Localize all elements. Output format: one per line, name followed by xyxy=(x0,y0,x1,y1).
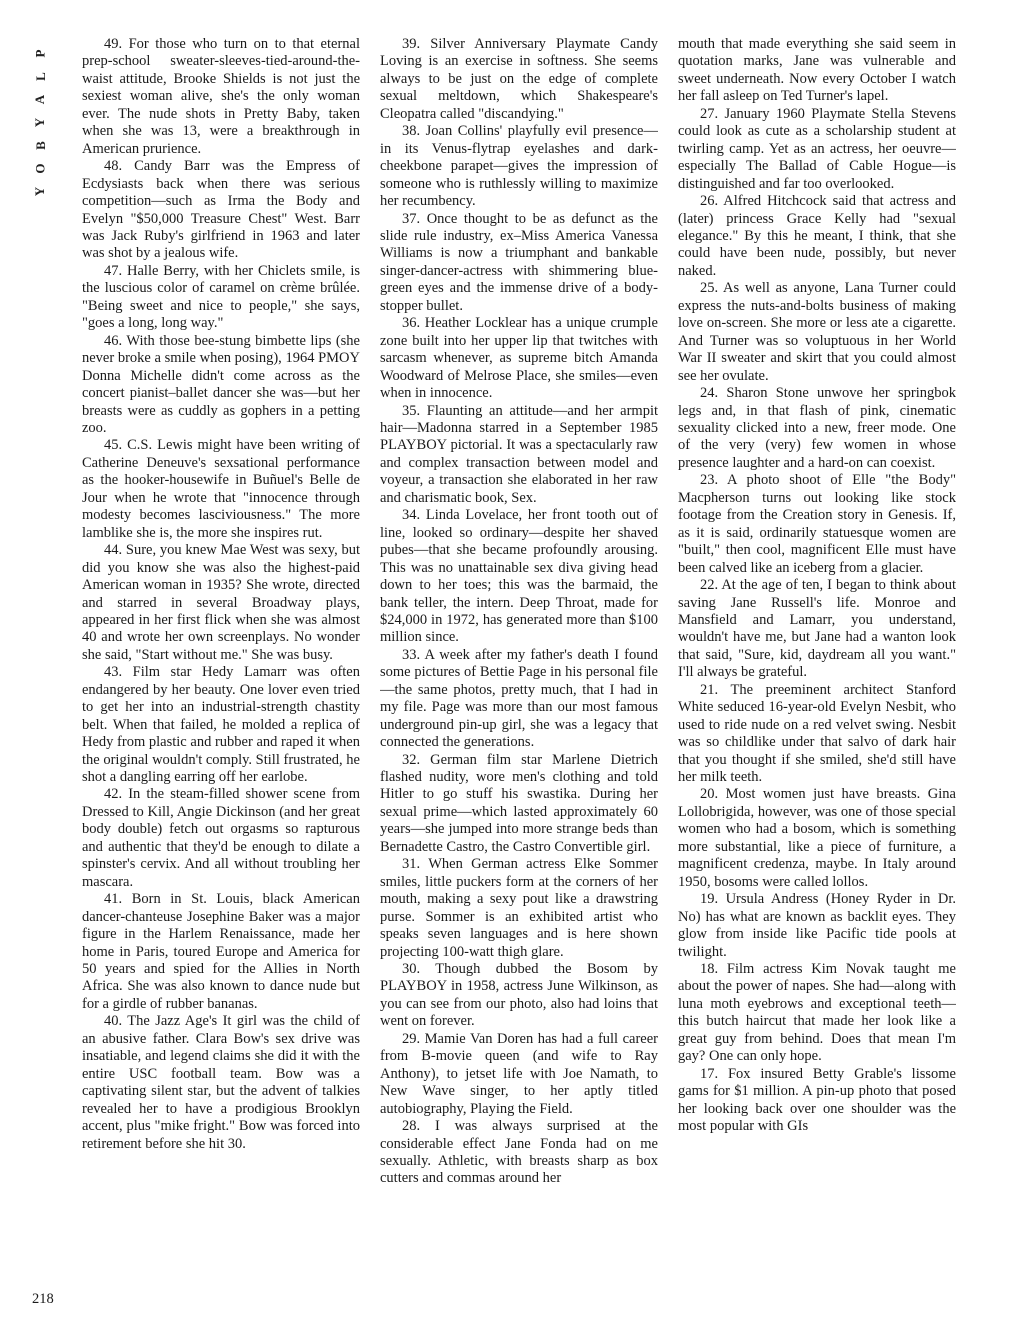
entry-paragraph: 28. I was always surprised at the considerable effect Jane Fonda had on me sexually. Athletic, with breasts sharp as box cutters and commas around her xyxy=(380,1118,658,1187)
page-number: 218 xyxy=(32,1291,54,1307)
entry-paragraph: mouth that made everything she said seem in quotation marks, Jane was vulnerable and sweet underneath. Now every October I watch her fall asleep on Ted Turner's lapel. xyxy=(678,36,956,105)
entry-paragraph: 24. Sharon Stone unwove her springbok legs and, in that flash of pink, cinematic sexuality clicked into a new, freer mode. One of the very (very) few women in whose presence laughter and a hard-on can coexist. xyxy=(678,385,956,471)
entry-paragraph: 18. Film actress Kim Novak taught me about the power of napes. She had—along with luna moth eyebrows and exceptional teeth—this butch haircut that made her look like a great guy from behind. Does that mean I'm gay? One can only hope. xyxy=(678,961,956,1065)
entry-paragraph: 35. Flaunting an attitude—and her armpit hair—Madonna starred in a September 1985 PLAYBOY pictorial. It was a spectacularly raw and complex transaction between model and voyeur, a transaction she elaborated in her raw and charismatic book, Sex. xyxy=(380,402,658,506)
entry-paragraph: 22. At the age of ten, I began to think about saving Jane Russell's life. Monroe and Mansfield and Lamarr, you understand, wouldn't have me, but Jane had a wanton look that said, "Sure, kid, daydream all you want." I'll always be grateful. xyxy=(678,577,956,681)
entry-paragraph: 46. With those bee-stung bimbette lips (she never broke a smile when posing), 1964 PMOY Donna Michelle didn't come across as the concert pianist–ballet dancer she was—but her breasts were as cuddly as gophers in a petting zoo. xyxy=(82,332,360,436)
entry-paragraph: 45. C.S. Lewis might have been writing of Catherine Deneuve's sexsational performance as the hooker-housewife in Buñuel's Belle de Jour when he wrote that "innocence through modesty becomes lasciviousness." The more lamblike she is, the more she inspires rut. xyxy=(82,437,360,541)
entry-paragraph: 25. As well as anyone, Lana Turner could express the nuts-and-bolts business of making love on-screen. She more or less ate a cigarette. And Turner was so voluptuous in her World War II sweater and skirt that you could almost see her ovulate. xyxy=(678,280,956,384)
text-column-2 xyxy=(380,36,658,1286)
entry-paragraph: 32. German film star Marlene Dietrich flashed nudity, wore men's clothing and told Hitler to go stuff his swastika. During her sexual prime—which lasted approximately 60 years—she jumped into more strange beds than Bernadette Castro, the Castro Convertible girl. xyxy=(380,751,658,855)
entry-paragraph: 17. Fox insured Betty Grable's lissome gams for $1 million. A pin-up photo that posed her looking back over one shoulder was the most popular with GIs xyxy=(678,1065,956,1135)
entry-paragraph: 48. Candy Barr was the Empress of Ecdysiasts back when there was serious competition—such as Irma the Body and Evelyn "$50,000 Treasure Chest" West. Barr was Jack Ruby's girlfriend in 1963 and later was shot by a jealous wife. xyxy=(82,158,360,262)
entry-paragraph: 40. The Jazz Age's It girl was the child of an abusive father. Clara Bow's sex drive was insatiable, and legend claims she did it with the entire USC football team. Bow was a captivating silent star, but the advent of talkies revealed her to have a prodigious Brooklyn accent, plus "mike fright." Bow was forced into retirement before she hit 30. xyxy=(82,1013,360,1152)
entry-paragraph: 39. Silver Anniversary Playmate Candy Loving is an exercise in softness. She seems always to be just on the edge of complete sexual meltdown, which Shakespeare's Cleopatra called "discandying." xyxy=(380,36,658,122)
text-column-1 xyxy=(82,36,360,1286)
playboy-masthead: P L A Y B O Y xyxy=(32,49,48,197)
entry-paragraph: 44. Sure, you knew Mae West was sexy, but did you know she was also the highest-paid American woman in 1935? She wrote, directed and starred in several Broadway plays, appeared in her first flick when she was almost 40 and wrote her own screenplays. No wonder she said, "Start without me." She was busy. xyxy=(82,542,360,663)
entry-paragraph: 20. Most women just have breasts. Gina Lollobrigida, however, was one of those special women who had a bosom, which is something more substantial, like a piece of furniture, a magnificent credenza, maybe. In Italy around 1950, bosoms were called lollos. xyxy=(678,786,956,890)
entry-paragraph: 31. When German actress Elke Sommer smiles, little puckers form at the corners of her mouth, making a sexy pout like a drawstring purse. Sommer is an exhibited artist who speaks seven languages and is here shown projecting 100-watt thigh glare. xyxy=(380,856,658,960)
entry-paragraph: 19. Ursula Andress (Honey Ryder in Dr. No) has what are known as backlit eyes. They glow from inside like Pacific tide pools at twilight. xyxy=(678,891,956,960)
entry-paragraph: 33. A week after my father's death I found some pictures of Bettie Page in his personal file—the same photos, pretty much, that I had in my file. Page was more than our most famous underground pin-up girl, she was a legacy that connected the generations. xyxy=(380,646,658,751)
entry-paragraph: 21. The preeminent architect Stanford White seduced 16-year-old Evelyn Nesbit, who used to ride nude on a red velvet swing. Nesbit was so childlike under that salvo of dark hair that you thought if she smiled, she'd still have her milk teeth. xyxy=(678,681,956,786)
entry-paragraph: 29. Mamie Van Doren has had a full career from B-movie queen (and wife to Ray Anthony), to jetset life with Joe Namath, to New Wave singer, to her aptly titled autobiography, Playing the Field. xyxy=(380,1030,658,1117)
entry-paragraph: 23. A photo shoot of Elle "the Body" Macpherson turns out looking like stock footage from the Creation story in Genesis. If, as it is said, ordinarily statuesque women are "built," then cool, magnificent Elle must have been calved like an iceberg from a glacier. xyxy=(678,472,956,576)
entry-paragraph: 36. Heather Locklear has a unique crumple zone built into her upper lip that twitches with sarcasm whenever, as supreme bitch Amanda Woodward of Melrose Place, she smiles—even when in innocence. xyxy=(380,315,658,402)
entry-paragraph: 43. Film star Hedy Lamarr was often endangered by her beauty. One lover even tried to get her into an industrial-strength chastity belt. When that failed, he molded a replica of Hedy from plastic and rubber and raped it when the original wouldn't comply. Still frustrated, he shot a dangling earring off her earlobe. xyxy=(82,664,360,786)
entry-paragraph: 30. Though dubbed the Bosom by PLAYBOY in 1958, actress June Wilkinson, as you can see from our photo, also had loins that went on forever. xyxy=(380,961,658,1030)
entry-paragraph: 47. Halle Berry, with her Chiclets smile, is the luscious color of caramel on crème brûlée. "Being sweet and nice to people," she says, "goes a long, long way." xyxy=(82,262,360,332)
entry-paragraph: 49. For those who turn on to that eternal prep-school sweater-sleeves-tied-around-the-waist attitude, Brooke Shields is not just the sexiest woman alive, she's the only woman ever. The nude shots in Pretty Baby, taken when she was 13, were a breakthrough in American prurience. xyxy=(82,36,360,157)
entry-paragraph: 41. Born in St. Louis, black American dancer-chanteuse Josephine Baker was a major figure in the Harlem Renaissance, made her home in Paris, toured Europe and America for 50 years and spied for the Allies in North Africa. She was also known to dance nude but for a girdle of rubber bananas. xyxy=(82,891,360,1012)
entry-paragraph: 42. In the steam-filled shower scene from Dressed to Kill, Angie Dickinson (and her great body double) fetch out orgasms so rapturous and authentic that they'd be enough to dilate a spinster's cervix. And all without troubling her mascara. xyxy=(82,786,360,890)
entry-paragraph: 27. January 1960 Playmate Stella Stevens could look as cute as a scholarship student at twirling camp. Yet as an actress, her oeuvre—especially The Ballad of Cable Hogue—is distinguished and far too overlooked. xyxy=(678,105,956,192)
entry-paragraph: 26. Alfred Hitchcock said that actress and (later) princess Grace Kelly had "sexual elegance." By this he meant, I think, that she could have been nude, possibly, but never naked. xyxy=(678,193,956,279)
entry-paragraph: 38. Joan Collins' playfully evil presence—in its Venus-flytrap eyelashes and dark-cheekbone parapet—gives the impression of someone who is ruthlessly willing to maximize her recumbency. xyxy=(380,123,658,210)
entry-paragraph: 34. Linda Lovelace, her front tooth out of line, looked so ordinary—despite her shaved pubes—that she became profoundly arousing. This was no unattainable sex diva giving head down to her toes; this was the barmaid, the bank teller, the intern. Deep Throat, made for $24,000 in 1972, has generated more than $100 million since. xyxy=(380,507,658,646)
entry-paragraph: 37. Once thought to be as defunct as the slide rule industry, ex–Miss America Vanessa Williams is now a triumphant and bankable singer-dancer-actress with shimmering blue-green eyes and the immense drive of a body-stopper bullet. xyxy=(380,210,658,314)
text-column-3 xyxy=(678,36,956,1286)
